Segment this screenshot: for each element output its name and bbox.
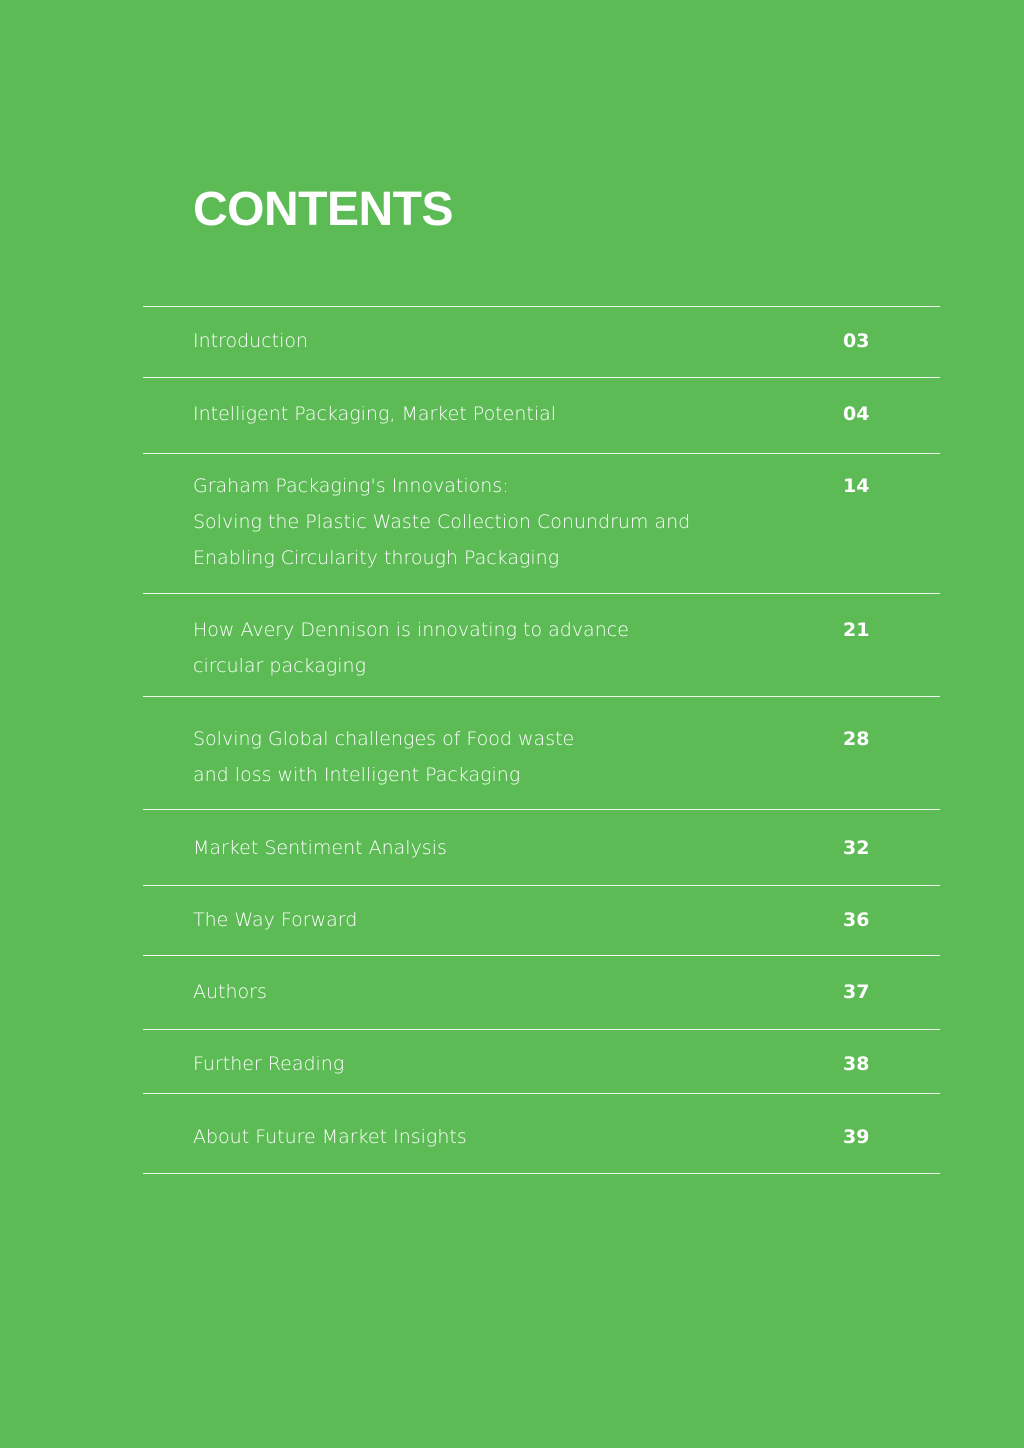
toc-entry-food-waste[interactable] — [143, 697, 940, 810]
toc-entry-label: Authors — [193, 981, 267, 1003]
toc-entry-label: Intelligent Packaging, Market Potential — [193, 403, 557, 425]
toc-entry-about-fmi[interactable] — [143, 1094, 940, 1174]
toc-entry-page-number: 28 — [843, 728, 870, 750]
toc-entry-label: Market Sentiment Analysis — [193, 837, 447, 859]
toc-entry-way-forward[interactable] — [143, 886, 940, 956]
toc-entry-label: The Way Forward — [193, 909, 358, 931]
toc-entry-page-number: 38 — [843, 1053, 870, 1075]
toc-entry-page-number: 39 — [843, 1126, 870, 1148]
toc-entry-page-number: 14 — [843, 475, 870, 497]
toc-entry-introduction[interactable] — [143, 307, 940, 378]
toc-entry-label: Graham Packaging's Innovations: Solving the Plastic Waste Collection Conundrum and Enabling Circularity through Packaging — [193, 475, 691, 569]
toc-entry-label: Introduction — [193, 330, 309, 352]
toc-entry-page-number: 32 — [843, 837, 870, 859]
toc-entry-page-number: 21 — [843, 619, 870, 641]
page-title: CONTENTS — [193, 183, 453, 236]
toc-entry-label: About Future Market Insights — [193, 1126, 467, 1148]
toc-entry-intelligent-packaging[interactable] — [143, 378, 940, 454]
toc-entry-label: Solving Global challenges of Food waste and loss with Intelligent Packaging — [193, 728, 575, 786]
toc-entry-page-number: 36 — [843, 909, 870, 931]
toc-entry-avery-dennison[interactable] — [143, 594, 940, 697]
toc-entry-further-reading[interactable] — [143, 1030, 940, 1094]
toc-entry-page-number: 37 — [843, 981, 870, 1003]
toc-entry-label: How Avery Dennison is innovating to advance circular packaging — [193, 619, 629, 677]
toc-entry-graham-packaging[interactable] — [143, 454, 940, 594]
toc-entry-page-number: 04 — [843, 403, 870, 425]
toc-entry-page-number: 03 — [843, 330, 870, 352]
toc-entry-market-sentiment[interactable] — [143, 810, 940, 886]
table-of-contents — [143, 306, 940, 1174]
toc-entry-authors[interactable] — [143, 956, 940, 1030]
toc-entry-label: Further Reading — [193, 1053, 345, 1075]
